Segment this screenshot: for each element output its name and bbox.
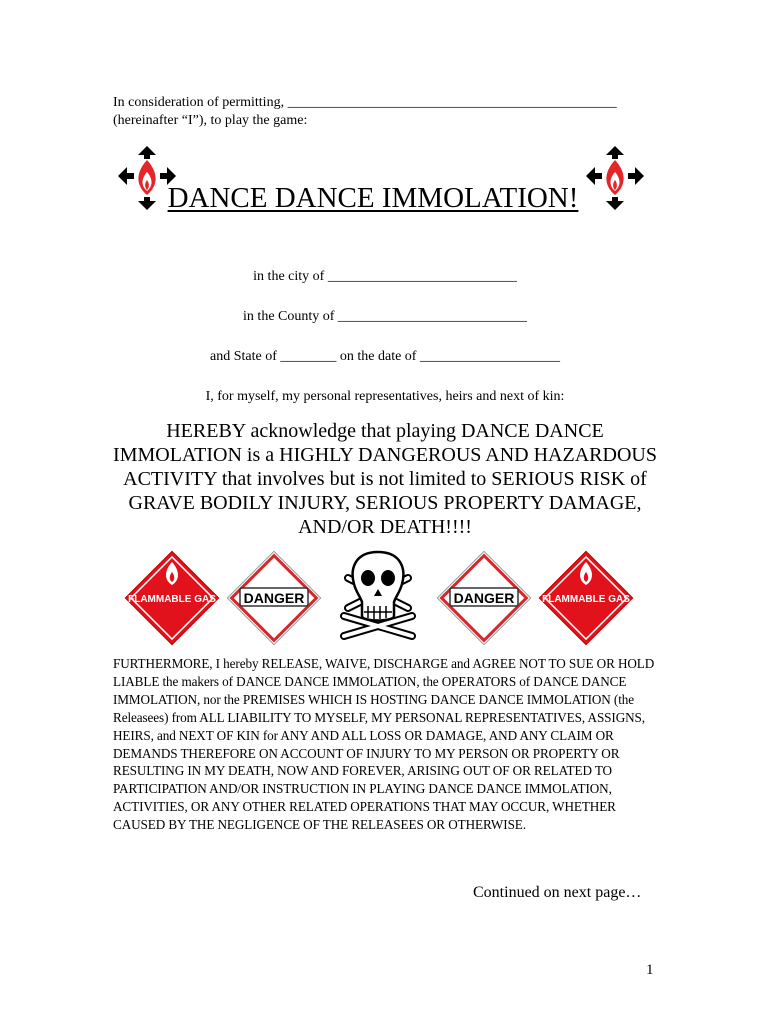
intro-line-permitting: In consideration of permitting, _______________________________________________ <box>113 95 617 110</box>
flammable-gas-placard-icon <box>125 551 218 644</box>
page-number: 1 <box>646 962 654 978</box>
flammable-gas-label-right: FLAMMABLE GAS <box>542 594 630 605</box>
skull-and-crossbones-icon <box>344 552 412 636</box>
danger-placard-right-icon <box>437 551 530 644</box>
flammable-gas-placard-right-icon <box>539 551 632 644</box>
state-date-field-line: and State of ________ on the date of ____________________ <box>210 349 560 364</box>
danger-label-right: DANGER <box>453 590 515 606</box>
city-field-line: in the city of ___________________________ <box>253 269 517 284</box>
flammable-gas-label-left: FLAMMABLE GAS <box>128 594 216 605</box>
document-title: DANCE DANCE IMMOLATION! <box>167 182 579 214</box>
county-field-line: in the County of ___________________________ <box>243 309 527 324</box>
release-waiver-paragraph: FURTHERMORE, I hereby RELEASE, WAIVE, DISCHARGE and AGREE NOT TO SUE OR HOLD LIABLE the makers of DANCE DANCE IMMOLATION, the OPERATORS of DANCE DANCE IMMOLATION, nor the PREMISES WHICH IS HOSTING DANCE DANCE IMMOLATION (the Releasees) from ALL LIABILITY TO MYSELF, MY PERSONAL REPRESENTATIVES, ASSIGNS, HEIRS, and NEXT OF KIN for ANY AND ALL LOSS OR DAMAGE, AND ANY CLAIM OR DEMANDS THEREFORE ON ACCOUNT OF INJURY TO MY PERSON OR PROPERTY OR RESULTING IN MY DEATH, NOW AND FOREVER, ARISING OUT OF OR RELATED TO PARTICIPATION AND/OR INSTRUCTION IN PLAYING DANCE DANCE IMMOLATION, ACTIVITIES, OR ANY OTHER RELATED OPERATIONS THAT MAY OCCUR, WHETHER CAUSED BY THE NEGLIGENCE OF THE RELEASEES OR OTHERWISE. <box>113 656 655 833</box>
intro-block <box>113 94 673 130</box>
hereby-acknowledgement: HEREBY acknowledge that playing DANCE DANCE IMMOLATION is a HIGHLY DANGEROUS AND HAZARDOUS ACTIVITY that involves but is not limited to SERIOUS RISK of GRAVE BODILY INJURY, SERIOUS PROPERTY DAMAGE, AND/OR DEATH!!!! <box>113 420 657 538</box>
danger-placard-left-icon <box>227 551 320 644</box>
hazard-signs-row <box>120 548 640 648</box>
danger-label-left: DANGER <box>243 590 305 606</box>
continued-note: Continued on next page… <box>473 884 642 901</box>
intro-line-hereinafter: (hereinafter “I”), to play the game: <box>113 113 308 128</box>
for-myself-line: I, for myself, my personal representatives, heirs and next of kin: <box>205 389 565 404</box>
